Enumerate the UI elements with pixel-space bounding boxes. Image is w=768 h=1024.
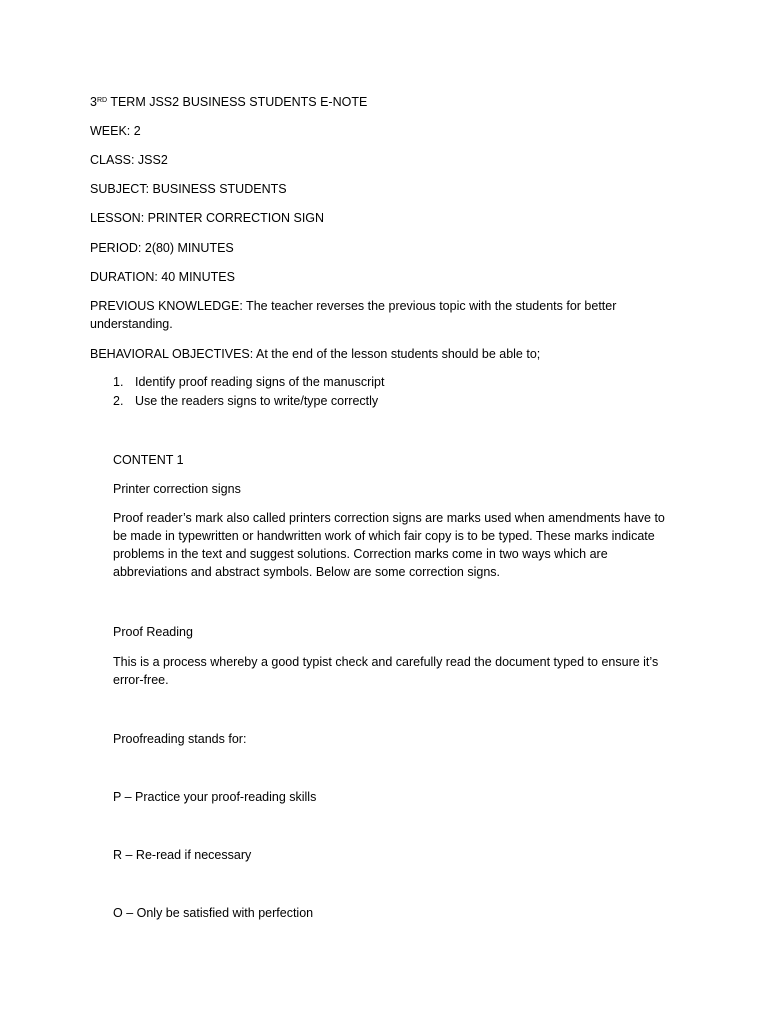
objective-text: Use the readers signs to write/type correctly xyxy=(135,394,379,408)
objective-item xyxy=(113,373,384,391)
proof-reading-heading: Proof Reading xyxy=(113,625,193,639)
objectives-intro: BEHAVIORAL OBJECTIVES: At the end of the lesson students should be able to; xyxy=(90,347,541,361)
previous-knowledge: PREVIOUS KNOWLEDGE: The teacher reverses the previous topic with the students for better understanding. xyxy=(90,299,617,331)
content-paragraph: Proof reader’s mark also called printers correction signs are marks used when amendments have to be made in typewritten or handwritten work of which fair copy is to be typed. These marks indicate problems in the text and suggest solutions. Correction marks come in two ways which are abbreviations and abstract symbols. Below are some correction signs. xyxy=(113,511,665,579)
week-line: WEEK: 2 xyxy=(90,124,141,138)
acronym-item: R – Re-read if necessary xyxy=(113,848,252,862)
title-rest: TERM JSS2 BUSINESS STUDENTS E-NOTE xyxy=(107,95,368,109)
class-line: CLASS: JSS2 xyxy=(90,153,168,167)
duration-line: DURATION: 40 MINUTES xyxy=(90,270,235,284)
objective-item xyxy=(113,392,378,410)
lesson-line: LESSON: PRINTER CORRECTION SIGN xyxy=(90,211,325,225)
proof-reading-paragraph: This is a process whereby a good typist check and carefully read the document typed to ensure it’s error-free. xyxy=(113,655,659,687)
acronym-item: O – Only be satisfied with perfection xyxy=(113,906,314,920)
title-prefix: 3 xyxy=(90,95,97,109)
acronym-item: P – Practice your proof-reading skills xyxy=(113,790,317,804)
title-superscript: RD xyxy=(96,97,108,104)
objective-text: Identify proof reading signs of the manuscript xyxy=(135,375,385,389)
objective-number: 1. xyxy=(113,375,124,389)
stands-for-line: Proofreading stands for: xyxy=(113,732,247,746)
objective-number: 2. xyxy=(113,394,124,408)
period-line: PERIOD: 2(80) MINUTES xyxy=(90,241,234,255)
document-title xyxy=(90,93,367,111)
content-subheading: Printer correction signs xyxy=(113,482,241,496)
content-heading: CONTENT 1 xyxy=(113,453,184,467)
subject-line: SUBJECT: BUSINESS STUDENTS xyxy=(90,182,287,196)
